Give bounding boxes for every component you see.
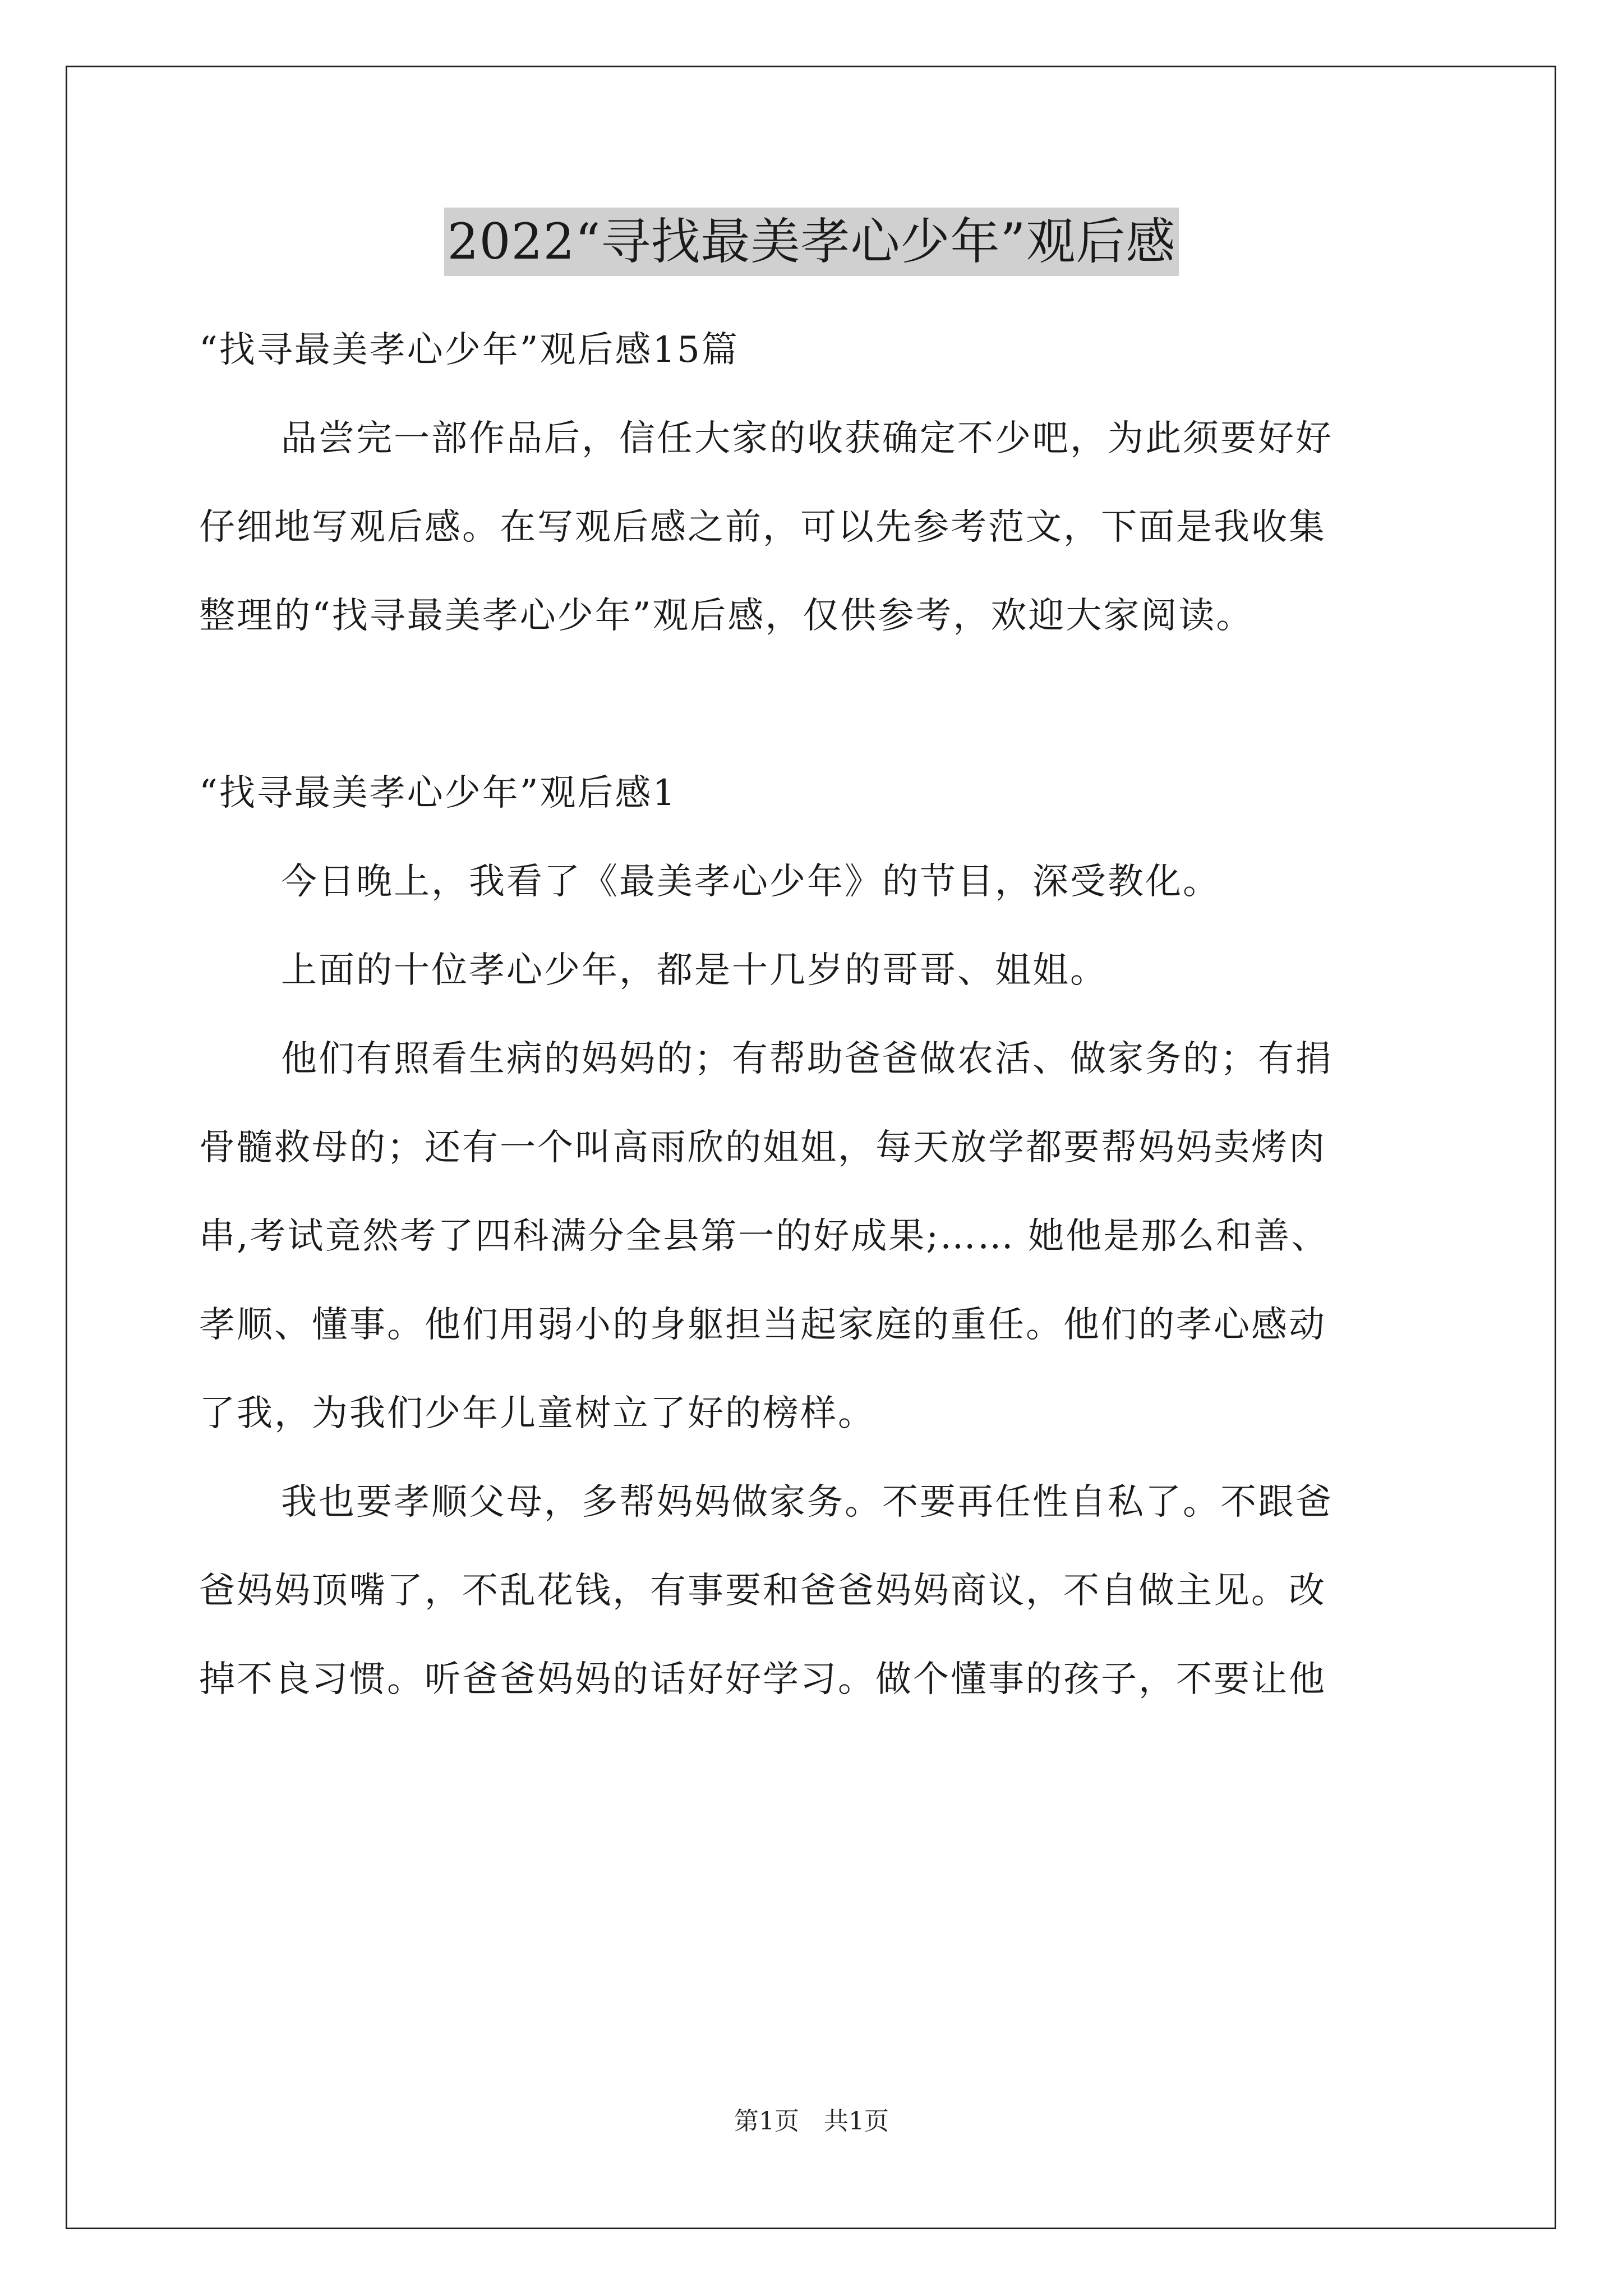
body-line: 他们有照看生病的妈妈的；有帮助爸爸做农活、做家务的；有捐: [281, 1038, 1333, 1080]
document-title: 2022“寻找最美孝心少年”观后感: [444, 208, 1179, 276]
body-line: 今日晚上，我看了《最美孝心少年》的节目，深受教化。: [281, 861, 1220, 903]
body-line: 我也要孝顺父母，多帮妈妈做家务。不要再任性自私了。不跟爸: [281, 1481, 1333, 1523]
intro-line: 整理的“找寻最美孝心少年”观后感，仅供参考，欢迎大家阅读。: [199, 595, 1254, 637]
body-line: 上面的十位孝心少年，都是十几岁的哥哥、姐姐。: [281, 950, 1108, 991]
subtitle: “找寻最美孝心少年”观后感15篇: [199, 329, 739, 371]
title-area: [0, 208, 1623, 276]
body-line: 骨髓救母的；还有一个叫高雨欣的姐姐，每天放学都要帮妈妈卖烤肉: [199, 1127, 1326, 1168]
body-line: 串,考试竟然考了四科满分全县第一的好成果;…… 她他是那么和善、: [199, 1216, 1329, 1257]
body-line: 爸妈妈顶嘴了，不乱花钱，有事要和爸爸妈妈商议，不自做主见。改: [199, 1570, 1326, 1612]
body-line: 孝顺、懂事。他们用弱小的身躯担当起家庭的重任。他们的孝心感动: [199, 1304, 1326, 1346]
intro-line: 仔细地写观后感。在写观后感之前，可以先参考范文，下面是我收集: [199, 507, 1326, 548]
body-line: 了我，为我们少年儿童树立了好的榜样。: [199, 1393, 875, 1434]
document-body: [199, 306, 1427, 1724]
paragraph-gap: [199, 660, 1427, 749]
body-line: 掉不良习惯。听爸爸妈妈的话好好学习。做个懂事的孩子，不要让他: [199, 1659, 1326, 1700]
section-heading: “找寻最美孝心少年”观后感1: [199, 772, 677, 814]
intro-line: 品尝完一部作品后，信任大家的收获确定不少吧，为此须要好好: [281, 418, 1333, 459]
page-footer: 第1页 共1页: [734, 2107, 889, 2136]
